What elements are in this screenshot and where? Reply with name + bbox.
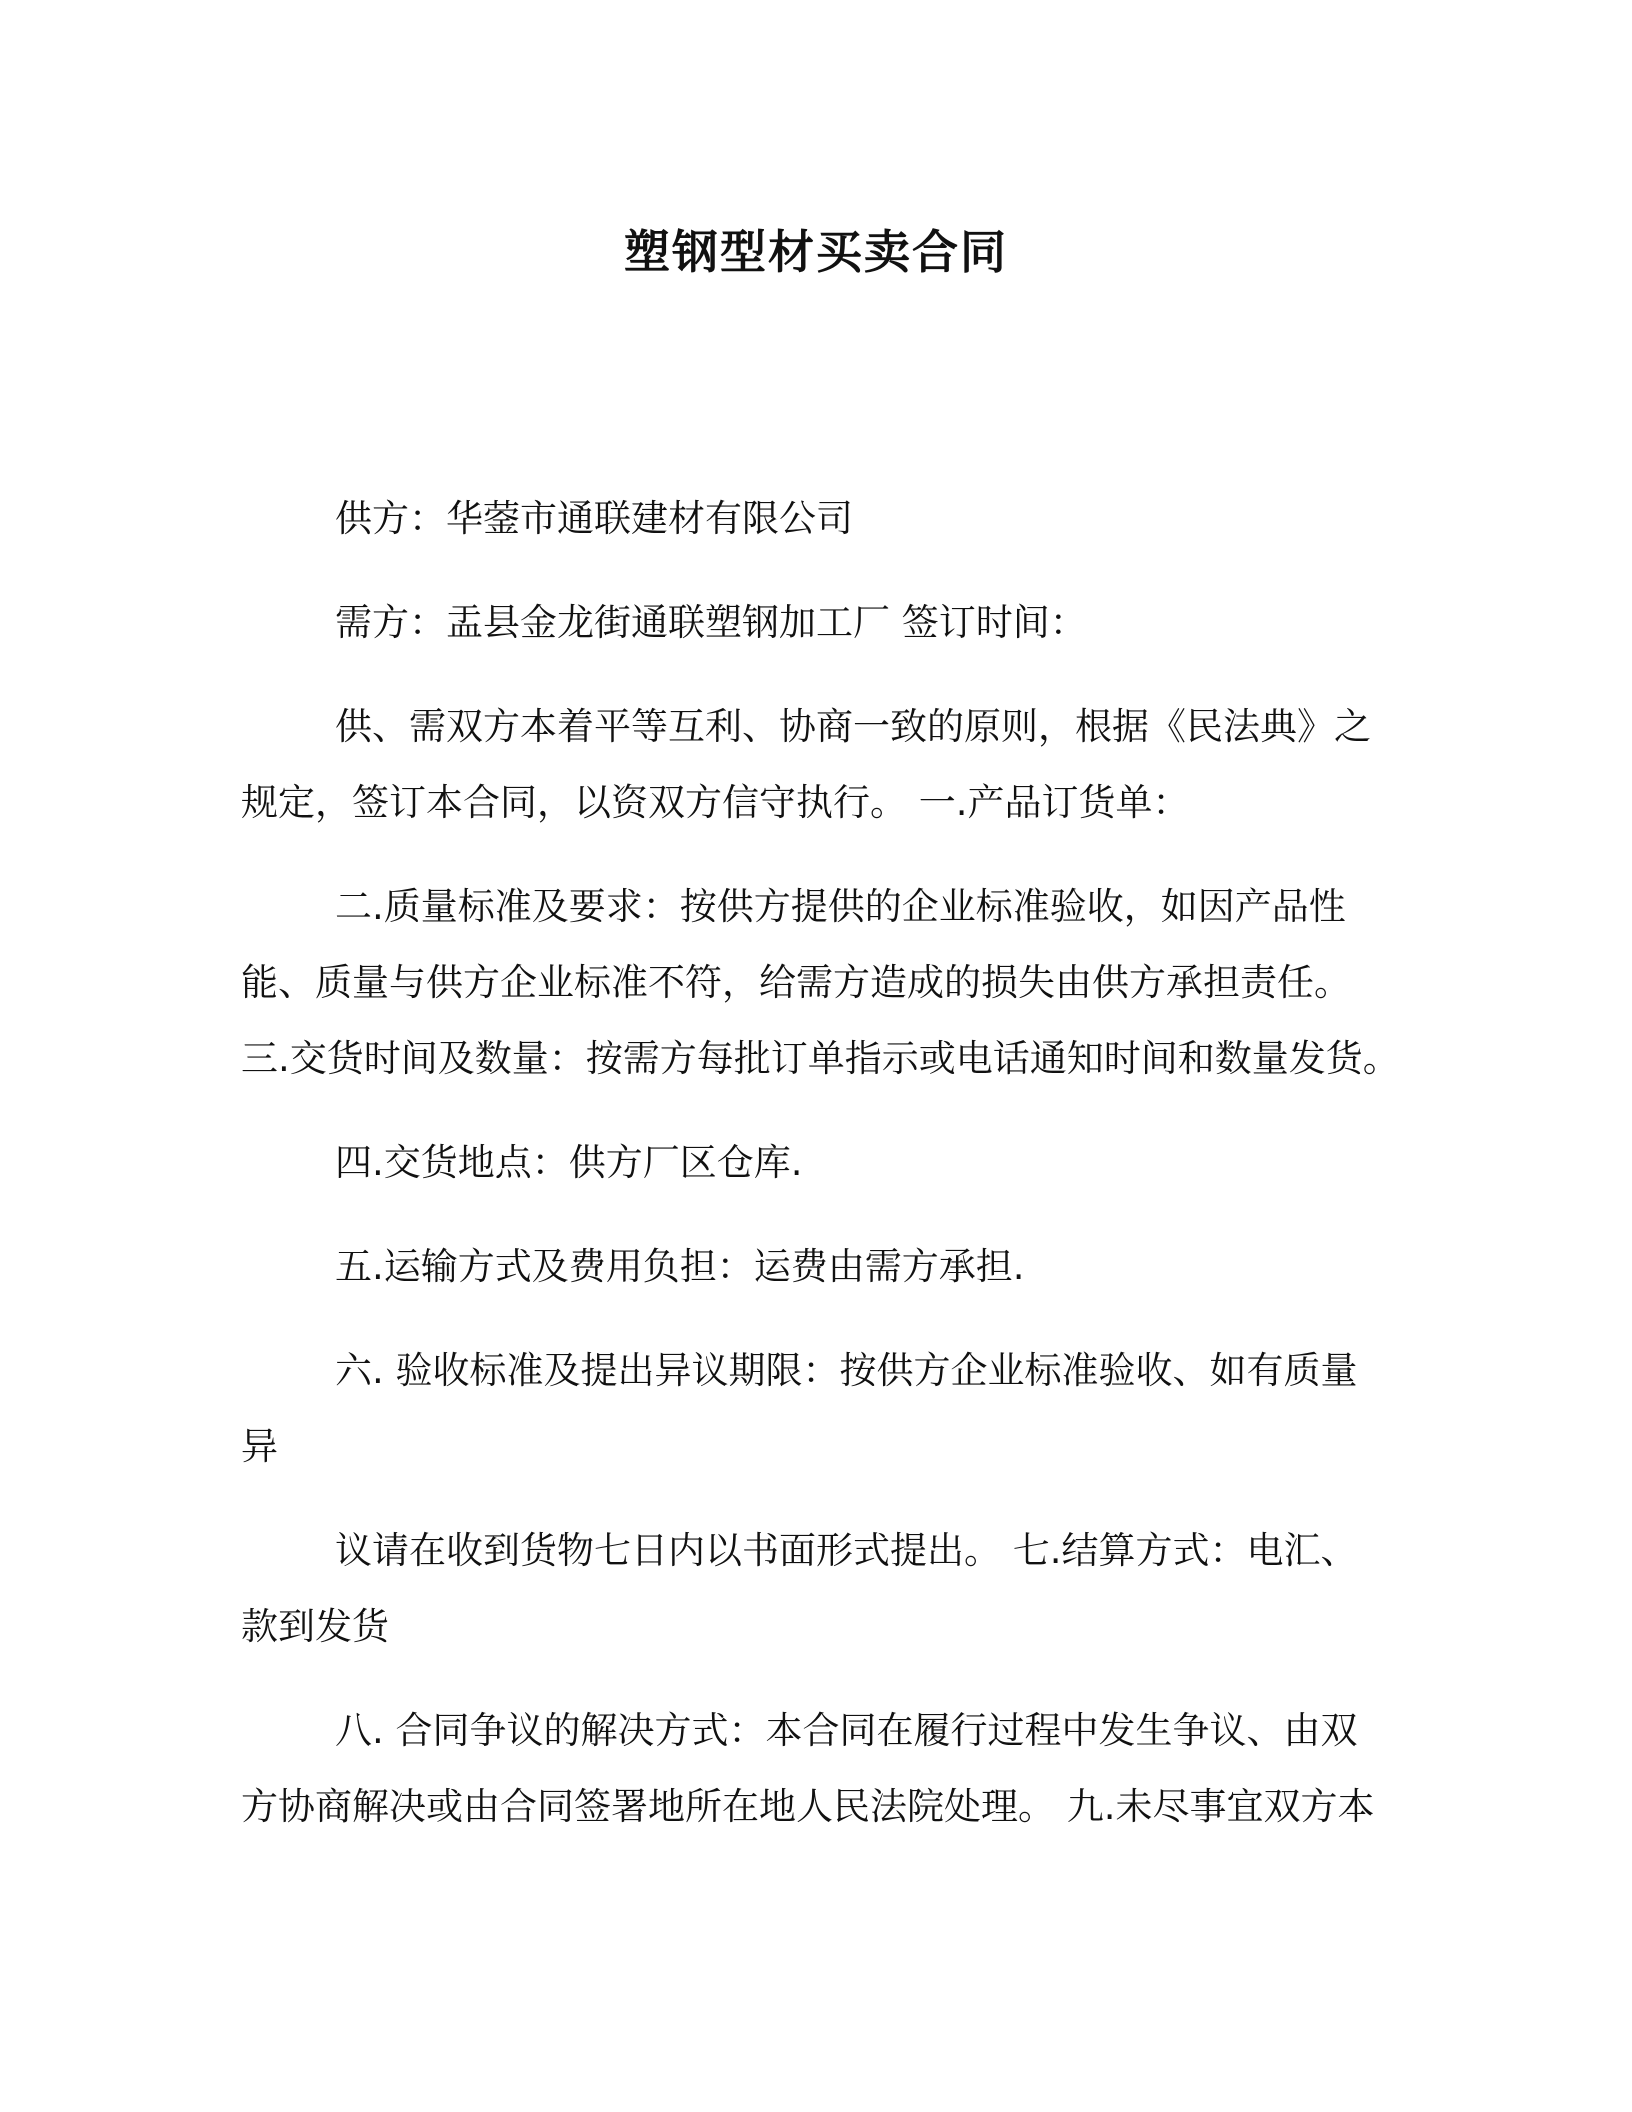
- preamble-line-1: 供、需双方本着平等互利、协商一致的原则，根据《民法典》之: [335, 705, 1371, 748]
- clause-7-line: 款到发货: [241, 1605, 389, 1648]
- clause-4-line: 四.交货地点：供方厂区仓库.: [335, 1141, 803, 1184]
- clause-6-line-2: 异: [241, 1425, 278, 1468]
- document-title: 塑钢型材买卖合同: [624, 225, 1008, 279]
- clause-2-line-1: 二.质量标准及要求：按供方提供的企业标准验收，如因产品性: [335, 885, 1346, 928]
- clause-8-line-1: 八. 合同争议的解决方式：本合同在履行过程中发生争议、由双: [335, 1709, 1358, 1752]
- clause-6-line-1: 六. 验收标准及提出异议期限：按供方企业标准验收、如有质量: [335, 1349, 1358, 1392]
- clause-6-line-3: 议请在收到货物七日内以书面形式提出。 七.结算方式：电汇、: [335, 1529, 1358, 1572]
- supplier-line: 供方：华蓥市通联建材有限公司: [335, 497, 853, 540]
- clause-8-line-2: 方协商解决或由合同签署地所在地人民法院处理。 九.未尽事宜双方本: [241, 1785, 1375, 1828]
- preamble-line-2: 规定，签订本合同，以资双方信守执行。 一.产品订货单：: [241, 781, 1190, 824]
- clause-5-line: 五.运输方式及费用负担：运费由需方承担.: [335, 1245, 1025, 1288]
- clause-2-line-2: 能、质量与供方企业标准不符，给需方造成的损失由供方承担责任。: [241, 961, 1351, 1004]
- clause-3-line: 三.交货时间及数量：按需方每批订单指示或电话通知时间和数量发货。: [241, 1037, 1400, 1080]
- buyer-line: 需方：盂县金龙街通联塑钢加工厂 签订时间：: [335, 601, 1087, 644]
